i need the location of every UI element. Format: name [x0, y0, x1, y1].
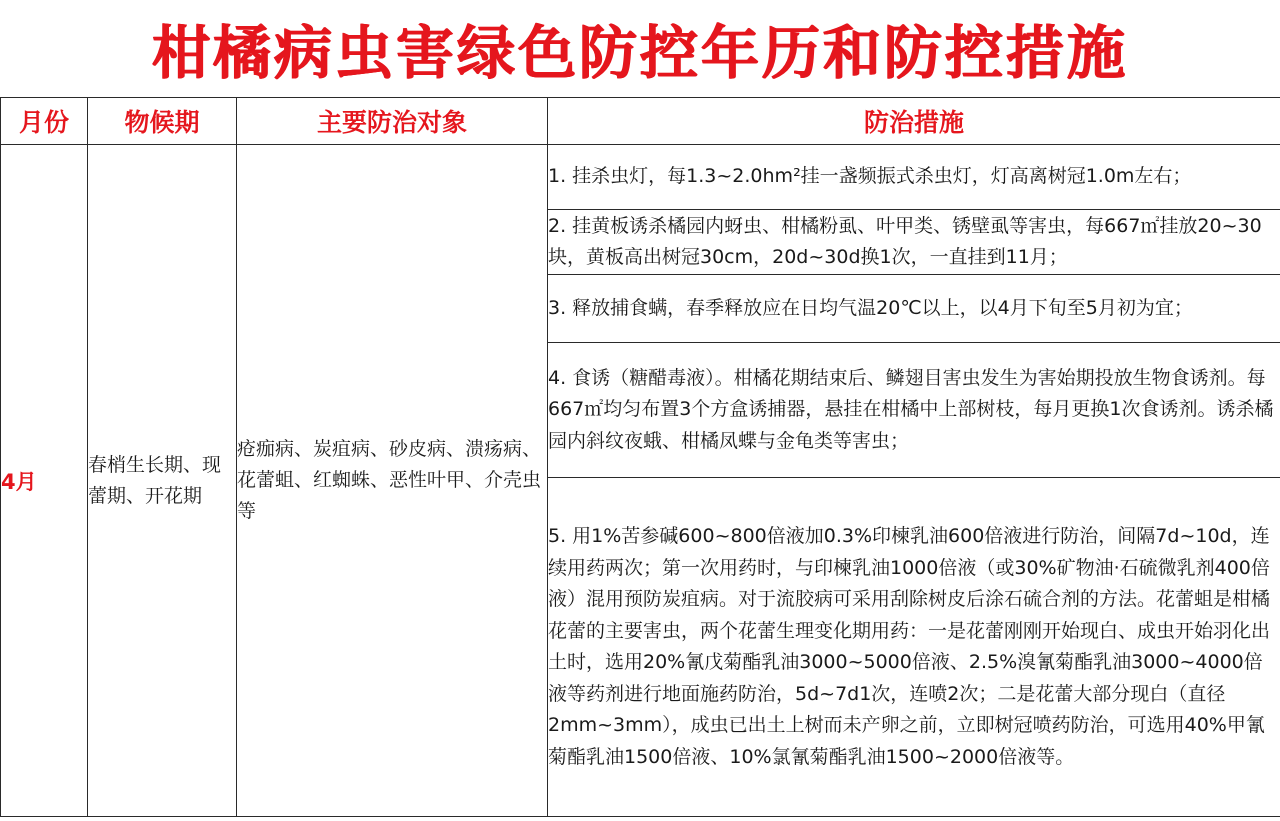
measure-item-5: 5. 用1%苦参碱600~800倍液加0.3%印楝乳油600倍液进行防治，间隔7d~10d，连续用药两次；第一次用药时，与印楝乳油1000倍液（或30%矿物油·石硫微乳剂400倍液）混用预防炭疽病。对于流胶病可采用刮除树皮后涂石硫合剂的方法。花蕾蛆是柑橘花蕾的主要害虫，两个花蕾生理变化期用药：一是花蕾刚刚开始现白、成虫开始羽化出土时，选用20%氰戊菊酯乳油3000~5000倍液、2.5%溴氰菊酯乳油3000~4000倍液等药剂进行地面施药防治，5d~7d1次，连喷2次；二是花蕾大部分现白（直径2mm~3mm），成虫已出土上树而未产卵之前，立即树冠喷药防治，可选用40%甲氰菊酯乳油1500倍液、10%氯氰菊酯乳油1500~2000倍液等。 [548, 478, 1280, 817]
header-month: 月份 [1, 98, 88, 145]
control-calendar-table [0, 97, 1280, 817]
header-measures: 防治措施 [548, 98, 1280, 145]
table-row [1, 145, 1280, 210]
table-header-row [1, 98, 1280, 145]
header-phenology: 物候期 [88, 98, 237, 145]
target-cell: 疮痂病、炭疽病、砂皮病、溃疡病、花蕾蛆、红蜘蛛、恶性叶甲、介壳虫等 [237, 145, 548, 817]
measure-item-4: 4. 食诱（糖醋毒液）。柑橘花期结束后、鳞翅目害虫发生为害始期投放生物食诱剂。每667㎡均匀布置3个方盒诱捕器，悬挂在柑橘中上部树枝，每月更换1次食诱剂。诱杀橘园内斜纹夜蛾、柑橘凤蝶与金龟类等害虫； [548, 343, 1280, 478]
phenology-cell: 春梢生长期、现蕾期、开花期 [88, 145, 237, 817]
header-target: 主要防治对象 [237, 98, 548, 145]
measure-item-3: 3. 释放捕食螨，春季释放应在日均气温20℃以上，以4月下旬至5月初为宜； [548, 275, 1280, 343]
month-cell: 4月 [1, 145, 88, 817]
page-title: 柑橘病虫害绿色防控年历和防控措施 [151, 19, 1128, 87]
measure-item-2: 2. 挂黄板诱杀橘园内蚜虫、柑橘粉虱、叶甲类、锈壁虱等害虫，每667㎡挂放20~30块，黄板高出树冠30cm，20d~30d换1次，一直挂到11月； [548, 210, 1280, 275]
measure-item-1: 1. 挂杀虫灯，每1.3~2.0hm²挂一盏频振式杀虫灯，灯高离树冠1.0m左右； [548, 145, 1280, 210]
